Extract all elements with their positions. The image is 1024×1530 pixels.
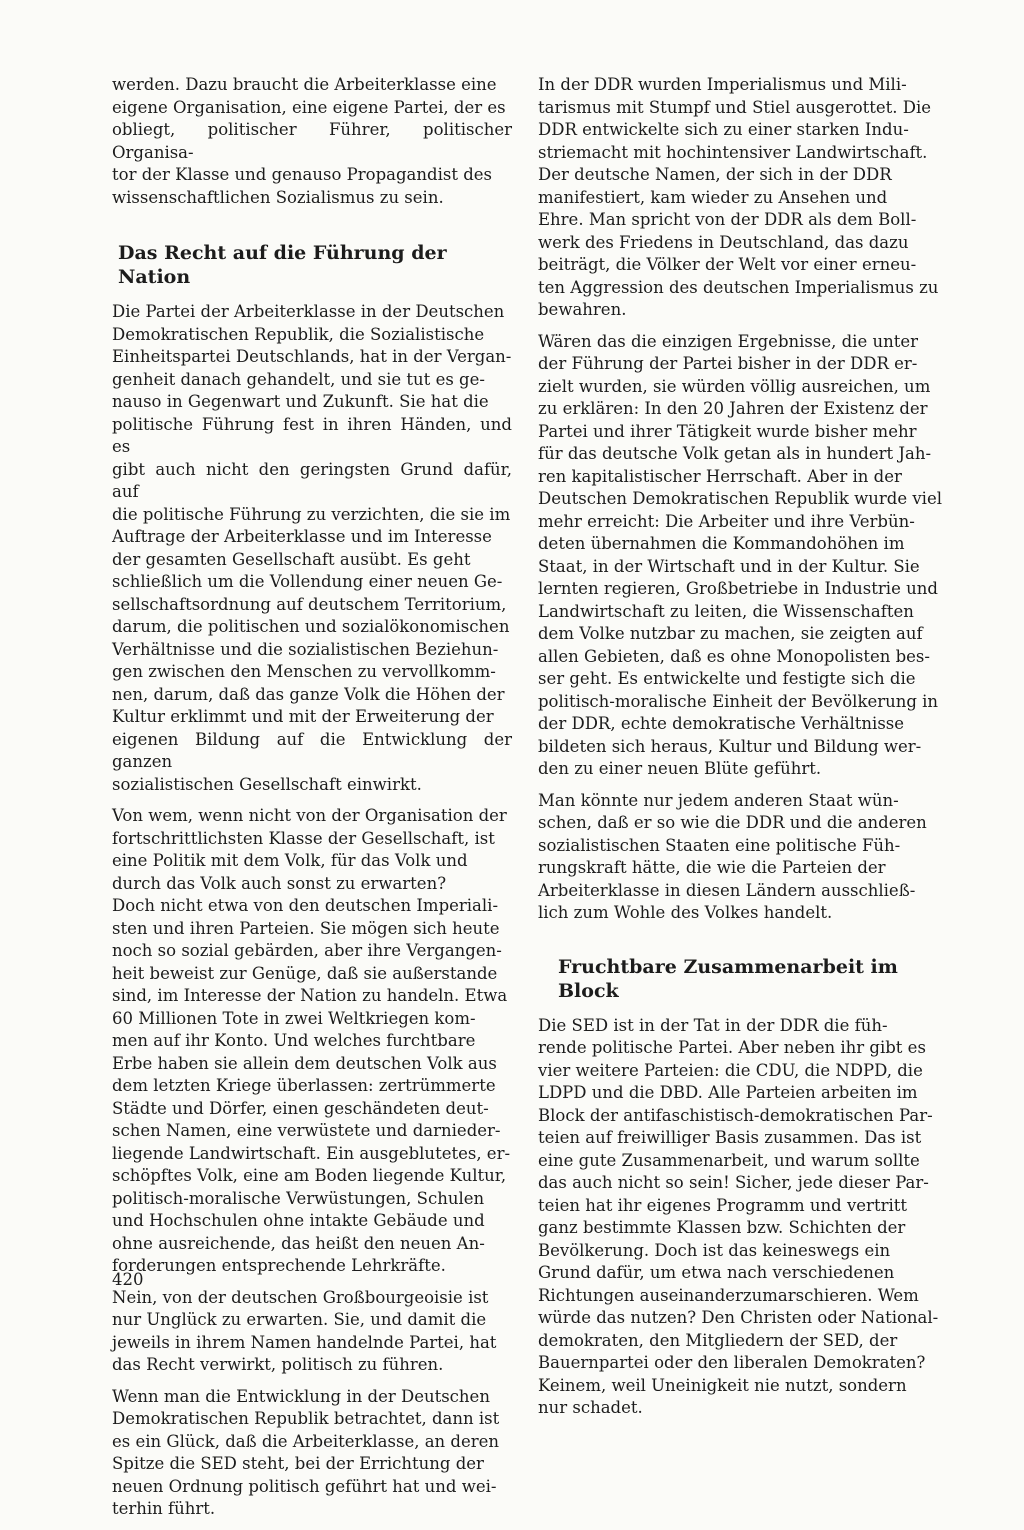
section-heading-block: Fruchtbare Zusammenarbeit im Block [558, 955, 898, 1002]
paragraph: Die SED ist in der Tat in der DDR die füh- rende politische Partei. Aber neben ihr gibt es vier weitere Parteien: die CDU, die NDPD, die LDPD und die DBD. Alle Parteien arbeiten im Block der antifaschistisch-demokratischen Par- teien auf freiwilliger Basis zusammen. Das ist eine gute Zusammenarbeit, und warum sollte das auch nicht so sein! Sicher, jede dieser Par- teien hat ihr eigenes Programm und vertritt ganz bestimmte Klassen bzw. Schichten der Bevölkerung. Doch ist das keineswegs ein Grund dafür, um etwa nach verschiedenen Richtungen auseinanderzumarschieren. Wem würde das nutzen? Den Christen oder National- demokraten, den Mitgliedern der SED, der Bauernpartei oder den liberalen Demokraten? Keinem, weil Uneinigkeit nie nutzt, sondern nur schadet. [538, 1015, 939, 1417]
paragraph: Nein, von der deutschen Großbourgeoisie ist nur Unglück zu erwarten. Sie, und damit die jeweils in ihrem Namen handelnde Partei, hat das Recht verwirkt, politisch zu führen. [112, 1287, 497, 1374]
section-heading-recht: Das Recht auf die Führung der Nation [118, 242, 447, 288]
paragraph: Die Partei der Arbeiterklasse in der Deutschen Demokratischen Republik, die Sozialistische Einheitspartei Deutschlands, hat in der Vergan- genheit danach gehandelt, und sie tut es ge- nauso in Gegenwart und Zukunft. Sie hat die politische Führung fest in ihren Händen, und es gibt auch nicht den geringsten Grund dafür, auf die politische Führung zu verzichten, die sie im Auftrage der Arbeiterklasse und im Interesse der gesamten Gesellschaft ausübt. Es geht schließlich um die Vollendung einer neuen Ge- sellschaftsordnung auf deutschem Territorium, darum, die politischen und sozialökonomischen Verhältnisse und die sozialistischen Beziehun- gen zwischen den Menschen zu vervollkomm- nen, darum, daß das ganze Volk die Höhen der Kultur erklimmt und mit der Erweiterung der eigenen Bildung auf die Entwicklung der ganzen sozialistischen Gesellschaft einwirkt. [112, 302, 512, 794]
left-column [112, 74, 512, 1530]
paragraph: Doch nicht etwa von den deutschen Imperiali- sten und ihren Parteien. Sie mögen sich heute noch so sozial gebärden, aber ihre Vergangen- heit beweist zur Genüge, daß sie außerstande sind, im Interesse der Nation zu handeln. Etwa 60 Millionen Tote in zwei Weltkriegen kom- men auf ihr Konto. Und welches furchtbare Erbe haben sie allein dem deutschen Volk aus dem letzten Kriege überlassen: zertrümmerte Städte und Dörfer, einen geschändeten deut- schen Namen, eine verwüstete und darnieder- liegende Landwirtschaft. Ein ausgeblutetes, er- schöpftes Volk, eine am Boden liegende Kultur, politisch-moralische Verwüstungen, Schulen und Hochschulen ohne intakte Gebäude und ohne ausreichende, das heißt den neuen An- forderungen entsprechende Lehrkräfte. [112, 896, 511, 1275]
paragraph: In der DDR wurden Imperialismus und Mili- tarismus mit Stumpf und Stiel ausgerottet. Die DDR entwickelte sich zu einer starken Indu- striemacht mit hochintensiver Landwirtschaft. Der deutsche Namen, der sich in der DDR manifestiert, kam wieder zu Ansehen und Ehre. Man spricht von der DDR als dem Boll- werk des Friedens in Deutschland, das dazu beiträgt, die Völker der Welt vor einer erneu- ten Aggression des deutschen Imperialismus zu bewahren. [538, 75, 939, 319]
paragraph: Wenn man die Entwicklung in der Deutschen Demokratischen Republik betrachtet, dann ist es ein Glück, daß die Arbeiterklasse, an deren Spitze die SED steht, bei der Errichtung der neuen Ordnung politisch geführt hat und wei- terhin führt. [112, 1386, 500, 1518]
page-number: 420 [112, 1270, 144, 1289]
paragraph: werden. Dazu braucht die Arbeiterklasse eine eigene Organisation, eine eigene Partei, der es obliegt, politischer Führer, politischer Organisa- tor der Klasse und genauso Propagandist des wissenschaftlichen Sozialismus zu sein. [112, 75, 512, 207]
paragraph: Man könnte nur jedem anderen Staat wün- schen, daß er so wie die DDR und die anderen sozialistischen Staaten eine politische Füh- rungskraft hätte, die wie die Parteien der Arbeiterklasse in diesen Ländern ausschließ- lich zum Wohle des Volkes handelt. [538, 790, 927, 922]
paragraph: Von wem, wenn nicht von der Organisation der fortschrittlichsten Klasse der Gesellschaft, ist eine Politik mit dem Volk, für das Volk und durch das Volk auch sonst zu erwarten? [112, 806, 507, 893]
right-column [538, 74, 946, 1429]
paragraph: Wären das die einzigen Ergebnisse, die unter der Führung der Partei bisher in der DDR er- zielt wurden, sie würden völlig ausreichen, um zu erklären: In den 20 Jahren der Existenz der Partei und ihrer Tätigkeit wurde bisher mehr für das deutsche Volk getan als in hundert Jah- ren kapitalistischer Herrschaft. Aber in der Deutschen Demokratischen Republik wurde viel mehr erreicht: Die Arbeiter und ihre Verbün- deten übernahmen die Kommandohöhen im Staat, in der Wirtschaft und in der Kultur. Sie lernten regieren, Großbetriebe in Industrie und Landwirtschaft zu leiten, die Wissenschaften dem Volke nutzbar zu machen, sie zeigten auf allen Gebieten, daß es ohne Monopolisten bes- ser geht. Es entwickelte und festigte sich die politisch-moralische Einheit der Bevölkerung in der DDR, echte demokratische Verhältnisse bildeten sich heraus, Kultur und Bildung wer- den zu einer neuen Blüte geführt. [538, 331, 942, 778]
